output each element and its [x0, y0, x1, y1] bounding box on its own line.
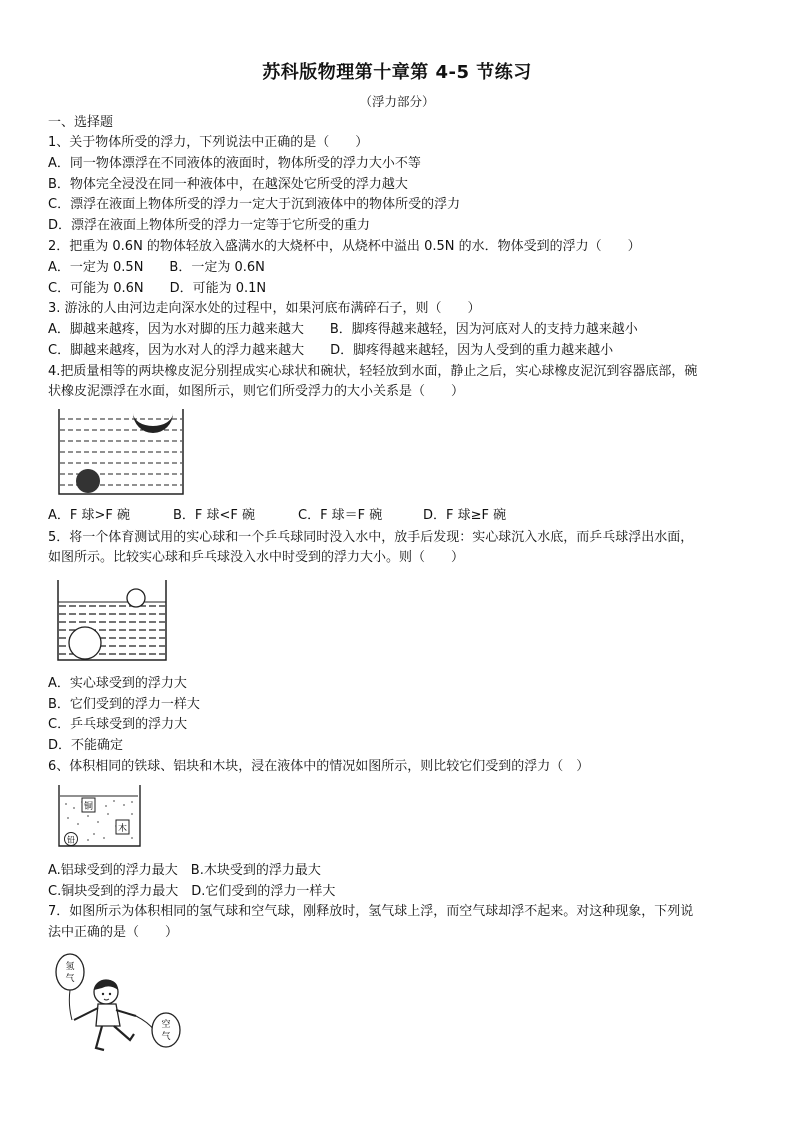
- child-body: [96, 1004, 120, 1026]
- q6-figure: [58, 784, 142, 848]
- q4-option-d: D．F 球≥F 碗: [423, 508, 507, 523]
- q5-option-d: D．不能确定: [48, 738, 124, 753]
- q6-options-ab: A.铝球受到的浮力最大 B.木块受到的浮力最大: [48, 863, 321, 878]
- q1-stem: 1、关于物体所受的浮力，下列说法中正确的是（ ）: [48, 135, 369, 150]
- q2-options-cd: C．可能为 0.6N D．可能为 0.1N: [48, 281, 267, 296]
- copper-label: 铜: [83, 802, 94, 812]
- q5-figure: [56, 578, 168, 662]
- q2-stem: 2．把重为 0.6N 的物体轻放入盛满水的大烧杯中，从烧杯中溢出 0.5N 的水．物体受到的浮力（ ）: [48, 239, 641, 254]
- ping-pong-ball: [127, 589, 145, 607]
- q4-option-b: B．F 球<F 碗: [173, 508, 256, 523]
- solid-ball: [76, 469, 100, 493]
- q6-stem: 6、体积相同的铁球、铝块和木块，浸在液体中的情况如图所示，则比较它们受到的浮力（ ）: [48, 759, 590, 774]
- q1-option-b: B．物体完全浸没在同一种液体中，在越深处它所受的浮力越大: [48, 177, 408, 192]
- page-subtitle: （浮力部分）: [359, 94, 435, 109]
- q5-option-a: A．实心球受到的浮力大: [48, 676, 187, 691]
- page-title: 苏科版物理第十章第 4-5 节练习: [262, 62, 532, 83]
- q3-options-ab: A．脚越来越疼，因为水对脚的压力越来越大 B．脚疼得越来越轻，因为河底对人的支持力越来越小: [48, 322, 638, 337]
- q5-option-c: C．乒乓球受到的浮力大: [48, 717, 188, 732]
- q2-options-ab: A．一定为 0.5N B．一定为 0.6N: [48, 260, 265, 275]
- wood-label: 木: [117, 824, 128, 834]
- q7-figure: [48, 950, 188, 1060]
- q4-option-c: C．F 球＝F 碗: [298, 508, 383, 523]
- q1-option-d: D．漂浮在液面上物体所受的浮力一定等于它所受的重力: [48, 218, 371, 233]
- q3-options-cd: C．脚越来越疼，因为水对人的浮力越来越大 D．脚疼得越来越轻，因为人受到的重力越来越小: [48, 343, 614, 358]
- q7-stem-line1: 7．如图所示为体积相同的氢气球和空气球，刚释放时，氢气球上浮，而空气球却浮不起来。对这种现象，下列说: [48, 904, 694, 919]
- q5-option-b: B．它们受到的浮力一样大: [48, 697, 200, 712]
- q5-stem-line1: 5．将一个体育测试用的实心球和一个乒乓球同时没入水中，放手后发现：实心球沉入水底，而乒乓球浮出水面，: [48, 530, 694, 545]
- section-heading: 一、选择题: [48, 115, 114, 130]
- q7-stem-line2: 法中正确的是（ ）: [48, 925, 179, 940]
- q1-option-a: A．同一物体漂浮在不同液体的液面时，物体所受的浮力大小不等: [48, 156, 421, 171]
- q6-options-cd: C.铜块受到的浮力最大 D.它们受到的浮力一样大: [48, 884, 336, 899]
- solid-ball: [69, 627, 101, 659]
- air-label-2: 气: [161, 1032, 171, 1042]
- q1-option-c: C．漂浮在液面上物体所受的浮力一定大于沉到液体中的物体所受的浮力: [48, 197, 461, 212]
- q4-option-a: A．F 球>F 碗: [48, 508, 131, 523]
- air-label-1: 空: [161, 1020, 171, 1030]
- q3-stem: 3. 游泳的人由河边走向深水处的过程中，如果河底布满碎石子，则（ ）: [48, 301, 481, 316]
- q5-stem-line2: 如图所示。比较实心球和乒乓球没入水中时受到的浮力大小。则（ ）: [48, 550, 465, 565]
- lead-label: 铅: [67, 835, 75, 845]
- hydrogen-balloon: [56, 954, 84, 990]
- hydrogen-label-1: 氢: [65, 962, 75, 972]
- q4-stem-line1: 4.把质量相等的两块橡皮泥分别捏成实心球状和碗状，轻轻放到水面，静止之后，实心球橡皮泥沉到容器底部，碗: [48, 364, 698, 379]
- q4-stem-line2: 状橡皮泥漂浮在水面，如图所示，则它们所受浮力的大小关系是（ ）: [48, 384, 465, 399]
- q4-figure: [58, 408, 184, 496]
- hydrogen-label-2: 气: [65, 974, 75, 984]
